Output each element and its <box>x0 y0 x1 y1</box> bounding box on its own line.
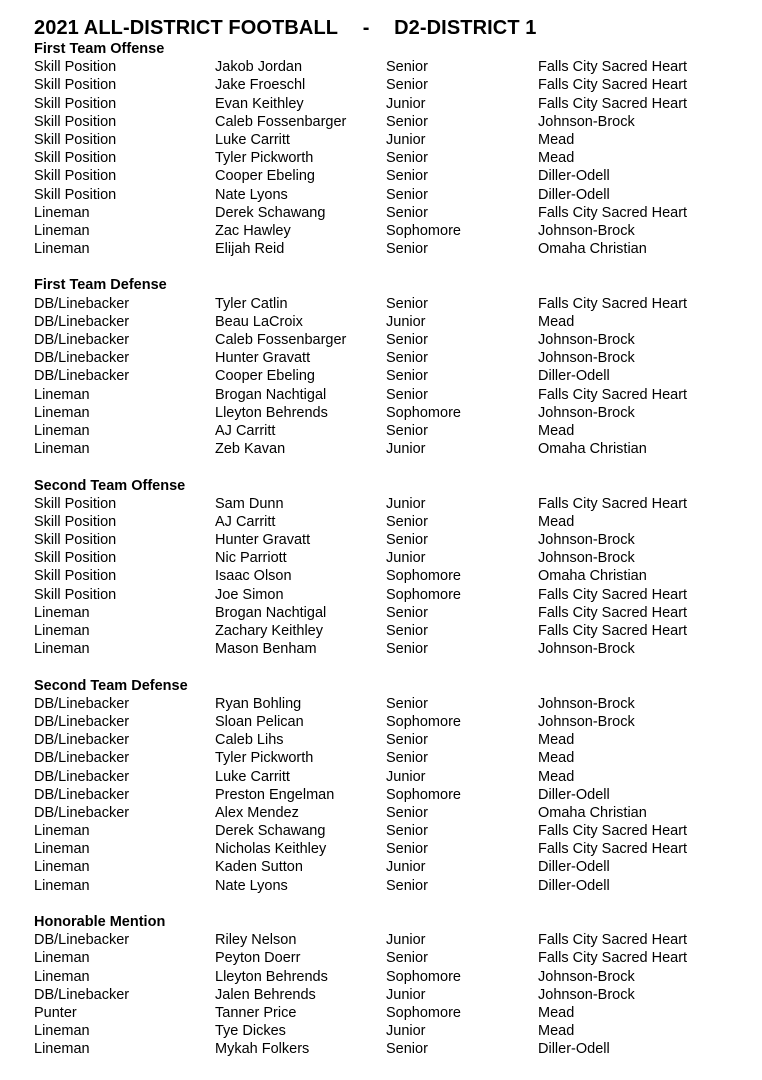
roster-row <box>34 58 754 76</box>
roster-row <box>34 76 754 94</box>
roster-section <box>34 276 754 458</box>
school-cell: Johnson-Brock <box>538 986 635 1003</box>
roster-row <box>34 149 754 167</box>
position-cell: Lineman <box>34 604 90 621</box>
class-year-cell: Senior <box>386 350 428 367</box>
position-cell: DB/Linebacker <box>34 768 130 785</box>
class-year-cell: Junior <box>386 441 426 458</box>
class-year-cell: Senior <box>386 804 428 821</box>
player-name-cell: Tyler Pickworth <box>215 150 314 167</box>
roster-row <box>34 949 754 967</box>
school-cell: Johnson-Brock <box>538 532 635 549</box>
roster-row <box>34 313 754 331</box>
school-cell: Johnson-Brock <box>538 222 635 239</box>
class-year-cell: Sophomore <box>386 404 461 421</box>
roster-row <box>34 386 754 404</box>
school-cell: Diller-Odell <box>538 186 610 203</box>
player-name-cell: Jakob Jordan <box>215 59 303 76</box>
roster-row <box>34 240 754 258</box>
class-year-cell: Sophomore <box>386 713 461 730</box>
school-cell: Johnson-Brock <box>538 113 635 130</box>
position-cell: DB/Linebacker <box>34 350 130 367</box>
class-year-cell: Junior <box>386 768 426 785</box>
class-year-cell: Sophomore <box>386 568 461 585</box>
roster-row <box>34 586 754 604</box>
player-name-cell: Kaden Sutton <box>215 859 303 876</box>
player-name-cell: Jake Froeschl <box>215 77 306 94</box>
section-heading: Second Team Defense <box>34 677 188 694</box>
position-cell: DB/Linebacker <box>34 732 130 749</box>
school-cell: Mead <box>538 422 575 439</box>
class-year-cell: Senior <box>386 241 428 258</box>
school-cell: Johnson-Brock <box>538 550 635 567</box>
position-cell: Skill Position <box>34 77 117 94</box>
player-name-cell: Alex Mendez <box>215 804 299 821</box>
roster-row <box>34 1022 754 1040</box>
player-name-cell: Ryan Bohling <box>215 695 302 712</box>
class-year-cell: Senior <box>386 513 428 530</box>
class-year-cell: Senior <box>386 59 428 76</box>
school-cell: Diller-Odell <box>538 168 610 185</box>
player-name-cell: Jalen Behrends <box>215 986 316 1003</box>
class-year-cell: Junior <box>386 986 426 1003</box>
player-name-cell: Zac Hawley <box>215 222 291 239</box>
school-cell: Mead <box>538 768 575 785</box>
position-cell: DB/Linebacker <box>34 332 130 348</box>
class-year-cell: Junior <box>386 932 426 949</box>
class-year-cell: Senior <box>386 532 428 549</box>
school-cell: Mead <box>538 131 575 148</box>
roster-row <box>34 222 754 240</box>
position-cell: Skill Position <box>34 568 117 585</box>
player-name-cell: AJ Carritt <box>215 513 276 530</box>
roster-row <box>34 422 754 440</box>
section-heading: Honorable Mention <box>34 914 166 930</box>
class-year-cell: Senior <box>386 386 428 403</box>
school-cell: Omaha Christian <box>538 441 647 458</box>
class-year-cell: Senior <box>386 604 428 621</box>
player-name-cell: Hunter Gravatt <box>215 532 311 549</box>
player-name-cell: Cooper Ebeling <box>215 368 315 385</box>
roster-row <box>34 1004 754 1022</box>
position-cell: Skill Position <box>34 186 117 203</box>
roster-row <box>34 786 754 804</box>
class-year-cell: Senior <box>386 841 428 858</box>
position-cell: Lineman <box>34 422 90 439</box>
school-cell: Falls City Sacred Heart <box>538 295 688 312</box>
school-cell: Diller-Odell <box>538 368 610 385</box>
school-cell: Mead <box>538 1023 575 1040</box>
school-cell: Mead <box>538 1004 575 1021</box>
player-name-cell: Elijah Reid <box>215 241 285 258</box>
class-year-cell: Senior <box>386 295 428 312</box>
roster-row <box>34 367 754 385</box>
roster-section <box>34 477 754 659</box>
player-name-cell: Nic Parriott <box>215 550 287 567</box>
roster-row <box>34 1040 754 1058</box>
roster-row <box>34 513 754 531</box>
player-name-cell: Zeb Kavan <box>215 441 286 458</box>
school-cell: Falls City Sacred Heart <box>538 59 688 76</box>
school-cell: Johnson-Brock <box>538 350 635 367</box>
player-name-cell: Tyler Catlin <box>215 295 288 312</box>
player-name-cell: Luke Carritt <box>215 131 290 148</box>
player-name-cell: Brogan Nachtigal <box>215 604 327 621</box>
school-cell: Johnson-Brock <box>538 641 635 658</box>
roster-row <box>34 731 754 749</box>
roster-row <box>34 858 754 876</box>
class-year-cell: Senior <box>386 204 428 221</box>
school-cell: Falls City Sacred Heart <box>538 950 688 967</box>
position-cell: Skill Position <box>34 513 117 530</box>
title-separator: - <box>362 17 370 39</box>
player-name-cell: Beau LaCroix <box>215 313 303 330</box>
player-name-cell: Derek Schawang <box>215 823 326 840</box>
class-year-cell: Sophomore <box>386 968 461 985</box>
position-cell: DB/Linebacker <box>34 932 130 949</box>
roster-row <box>34 768 754 786</box>
player-name-cell: Evan Keithley <box>215 95 304 112</box>
class-year-cell: Senior <box>386 422 428 439</box>
position-cell: DB/Linebacker <box>34 804 130 821</box>
player-name-cell: Lleyton Behrends <box>215 404 328 421</box>
school-cell: Mead <box>538 150 575 167</box>
school-cell: Mead <box>538 750 575 767</box>
title-right: D2-DISTRICT 1 <box>394 17 537 39</box>
player-name-cell: Caleb Lihs <box>215 732 284 749</box>
school-cell: Johnson-Brock <box>538 713 635 730</box>
class-year-cell: Senior <box>386 77 428 94</box>
school-cell: Falls City Sacred Heart <box>538 386 688 403</box>
position-cell: Skill Position <box>34 495 117 512</box>
position-cell: Lineman <box>34 877 90 894</box>
document-title <box>34 15 537 41</box>
player-name-cell: Sloan Pelican <box>215 713 304 730</box>
roster-section <box>34 40 754 258</box>
roster-row <box>34 567 754 585</box>
class-year-cell: Junior <box>386 95 426 112</box>
position-cell: DB/Linebacker <box>34 750 130 767</box>
position-cell: Lineman <box>34 204 90 221</box>
class-year-cell: Junior <box>386 131 426 148</box>
school-cell: Falls City Sacred Heart <box>538 623 688 639</box>
player-name-cell: AJ Carritt <box>215 422 276 439</box>
class-year-cell: Junior <box>386 550 426 567</box>
roster-row <box>34 749 754 767</box>
player-name-cell: Nate Lyons <box>215 877 288 894</box>
roster-row <box>34 822 754 840</box>
player-name-cell: Caleb Fossenbarger <box>215 332 347 348</box>
roster-row <box>34 131 754 149</box>
player-name-cell: Isaac Olson <box>215 568 292 585</box>
player-name-cell: Tye Dickes <box>215 1023 286 1040</box>
player-name-cell: Sam Dunn <box>215 495 284 512</box>
player-name-cell: Caleb Fossenbarger <box>215 113 347 130</box>
school-cell: Diller-Odell <box>538 1041 610 1058</box>
position-cell: DB/Linebacker <box>34 313 130 330</box>
player-name-cell: Mason Benham <box>215 641 317 658</box>
class-year-cell: Senior <box>386 950 428 967</box>
position-cell: Lineman <box>34 859 90 876</box>
position-cell: Skill Position <box>34 150 117 167</box>
class-year-cell: Senior <box>386 823 428 840</box>
roster-row <box>34 495 754 513</box>
position-cell: Skill Position <box>34 95 117 112</box>
roster-row <box>34 295 754 313</box>
roster-row <box>34 167 754 185</box>
class-year-cell: Senior <box>386 750 428 767</box>
position-cell: Lineman <box>34 950 90 967</box>
section-heading: First Team Defense <box>34 277 167 294</box>
school-cell: Falls City Sacred Heart <box>538 604 688 621</box>
school-cell: Diller-Odell <box>538 877 610 894</box>
school-cell: Falls City Sacred Heart <box>538 95 688 112</box>
school-cell: Omaha Christian <box>538 804 647 821</box>
school-cell: Johnson-Brock <box>538 695 635 712</box>
roster-row <box>34 931 754 949</box>
position-cell: Lineman <box>34 641 90 658</box>
class-year-cell: Junior <box>386 1023 426 1040</box>
school-cell: Mead <box>538 513 575 530</box>
player-name-cell: Brogan Nachtigal <box>215 386 327 403</box>
school-cell: Omaha Christian <box>538 241 647 258</box>
section-heading: First Team Offense <box>34 41 165 57</box>
player-name-cell: Preston Engelman <box>215 786 335 803</box>
title-left: 2021 ALL-DISTRICT FOOTBALL <box>34 17 339 39</box>
class-year-cell: Senior <box>386 186 428 203</box>
school-cell: Falls City Sacred Heart <box>538 204 688 221</box>
position-cell: Lineman <box>34 823 90 840</box>
position-cell: Skill Position <box>34 59 117 76</box>
class-year-cell: Senior <box>386 1041 428 1058</box>
class-year-cell: Senior <box>386 113 428 130</box>
position-cell: Lineman <box>34 404 90 421</box>
class-year-cell: Sophomore <box>386 786 461 803</box>
player-name-cell: Tanner Price <box>215 1004 297 1021</box>
roster-row <box>34 95 754 113</box>
player-name-cell: Lleyton Behrends <box>215 968 328 985</box>
section-heading: Second Team Offense <box>34 477 186 494</box>
school-cell: Johnson-Brock <box>538 968 635 985</box>
player-name-cell: Peyton Doerr <box>215 950 301 967</box>
position-cell: DB/Linebacker <box>34 986 130 1003</box>
school-cell: Mead <box>538 732 575 749</box>
roster-row <box>34 604 754 622</box>
player-name-cell: Cooper Ebeling <box>215 168 315 185</box>
class-year-cell: Junior <box>386 313 426 330</box>
position-cell: Skill Position <box>34 168 117 185</box>
position-cell: Skill Position <box>34 532 117 549</box>
roster-row <box>34 968 754 986</box>
roster-row <box>34 804 754 822</box>
position-cell: Lineman <box>34 441 90 458</box>
class-year-cell: Senior <box>386 332 428 348</box>
player-name-cell: Hunter Gravatt <box>215 350 311 367</box>
class-year-cell: Junior <box>386 859 426 876</box>
class-year-cell: Senior <box>386 732 428 749</box>
position-cell: Lineman <box>34 1041 90 1058</box>
player-name-cell: Derek Schawang <box>215 204 326 221</box>
school-cell: Mead <box>538 313 575 330</box>
position-cell: DB/Linebacker <box>34 786 130 803</box>
roster-row <box>34 549 754 567</box>
class-year-cell: Senior <box>386 150 428 167</box>
position-cell: Skill Position <box>34 586 117 603</box>
position-cell: DB/Linebacker <box>34 295 130 312</box>
school-cell: Diller-Odell <box>538 859 610 876</box>
class-year-cell: Senior <box>386 641 428 658</box>
position-cell: Lineman <box>34 386 90 403</box>
school-cell: Johnson-Brock <box>538 404 635 421</box>
position-cell: Punter <box>34 1004 77 1021</box>
roster-row <box>34 186 754 204</box>
player-name-cell: Luke Carritt <box>215 768 290 785</box>
class-year-cell: Senior <box>386 368 428 385</box>
player-name-cell: Zachary Keithley <box>215 623 323 639</box>
school-cell: Falls City Sacred Heart <box>538 495 688 512</box>
position-cell: Skill Position <box>34 113 117 130</box>
position-cell: Skill Position <box>34 550 117 567</box>
position-cell: Lineman <box>34 1023 90 1040</box>
school-cell: Falls City Sacred Heart <box>538 586 688 603</box>
class-year-cell: Senior <box>386 877 428 894</box>
player-name-cell: Riley Nelson <box>215 932 297 949</box>
position-cell: DB/Linebacker <box>34 695 130 712</box>
school-cell: Falls City Sacred Heart <box>538 841 688 858</box>
roster-row <box>34 622 754 640</box>
position-cell: DB/Linebacker <box>34 368 130 385</box>
class-year-cell: Senior <box>386 695 428 712</box>
player-name-cell: Nate Lyons <box>215 186 288 203</box>
school-cell: Falls City Sacred Heart <box>538 77 688 94</box>
school-cell: Falls City Sacred Heart <box>538 932 688 949</box>
roster-section <box>34 913 754 1059</box>
position-cell: Lineman <box>34 968 90 985</box>
position-cell: Lineman <box>34 222 90 239</box>
class-year-cell: Sophomore <box>386 222 461 239</box>
class-year-cell: Sophomore <box>386 586 461 603</box>
position-cell: Lineman <box>34 623 90 639</box>
roster-section <box>34 677 754 895</box>
roster-row <box>34 404 754 422</box>
roster-row <box>34 877 754 895</box>
roster-row <box>34 531 754 549</box>
player-name-cell: Mykah Folkers <box>215 1041 310 1058</box>
class-year-cell: Sophomore <box>386 1004 461 1021</box>
school-cell: Diller-Odell <box>538 786 610 803</box>
roster-row <box>34 986 754 1004</box>
roster-row <box>34 713 754 731</box>
class-year-cell: Junior <box>386 495 426 512</box>
player-name-cell: Nicholas Keithley <box>215 841 327 858</box>
class-year-cell: Senior <box>386 623 428 639</box>
roster-row <box>34 331 754 349</box>
player-name-cell: Tyler Pickworth <box>215 750 314 767</box>
position-cell: Lineman <box>34 241 90 258</box>
roster-row <box>34 113 754 131</box>
class-year-cell: Senior <box>386 168 428 185</box>
school-cell: Johnson-Brock <box>538 332 635 348</box>
roster-row <box>34 695 754 713</box>
school-cell: Falls City Sacred Heart <box>538 823 688 840</box>
position-cell: Skill Position <box>34 131 117 148</box>
position-cell: Lineman <box>34 841 90 858</box>
roster-row <box>34 349 754 367</box>
player-name-cell: Joe Simon <box>215 586 284 603</box>
position-cell: DB/Linebacker <box>34 713 130 730</box>
school-cell: Omaha Christian <box>538 568 647 585</box>
roster-row <box>34 204 754 222</box>
roster-sections <box>34 40 754 1077</box>
roster-row <box>34 840 754 858</box>
roster-row <box>34 440 754 458</box>
roster-row <box>34 640 754 658</box>
